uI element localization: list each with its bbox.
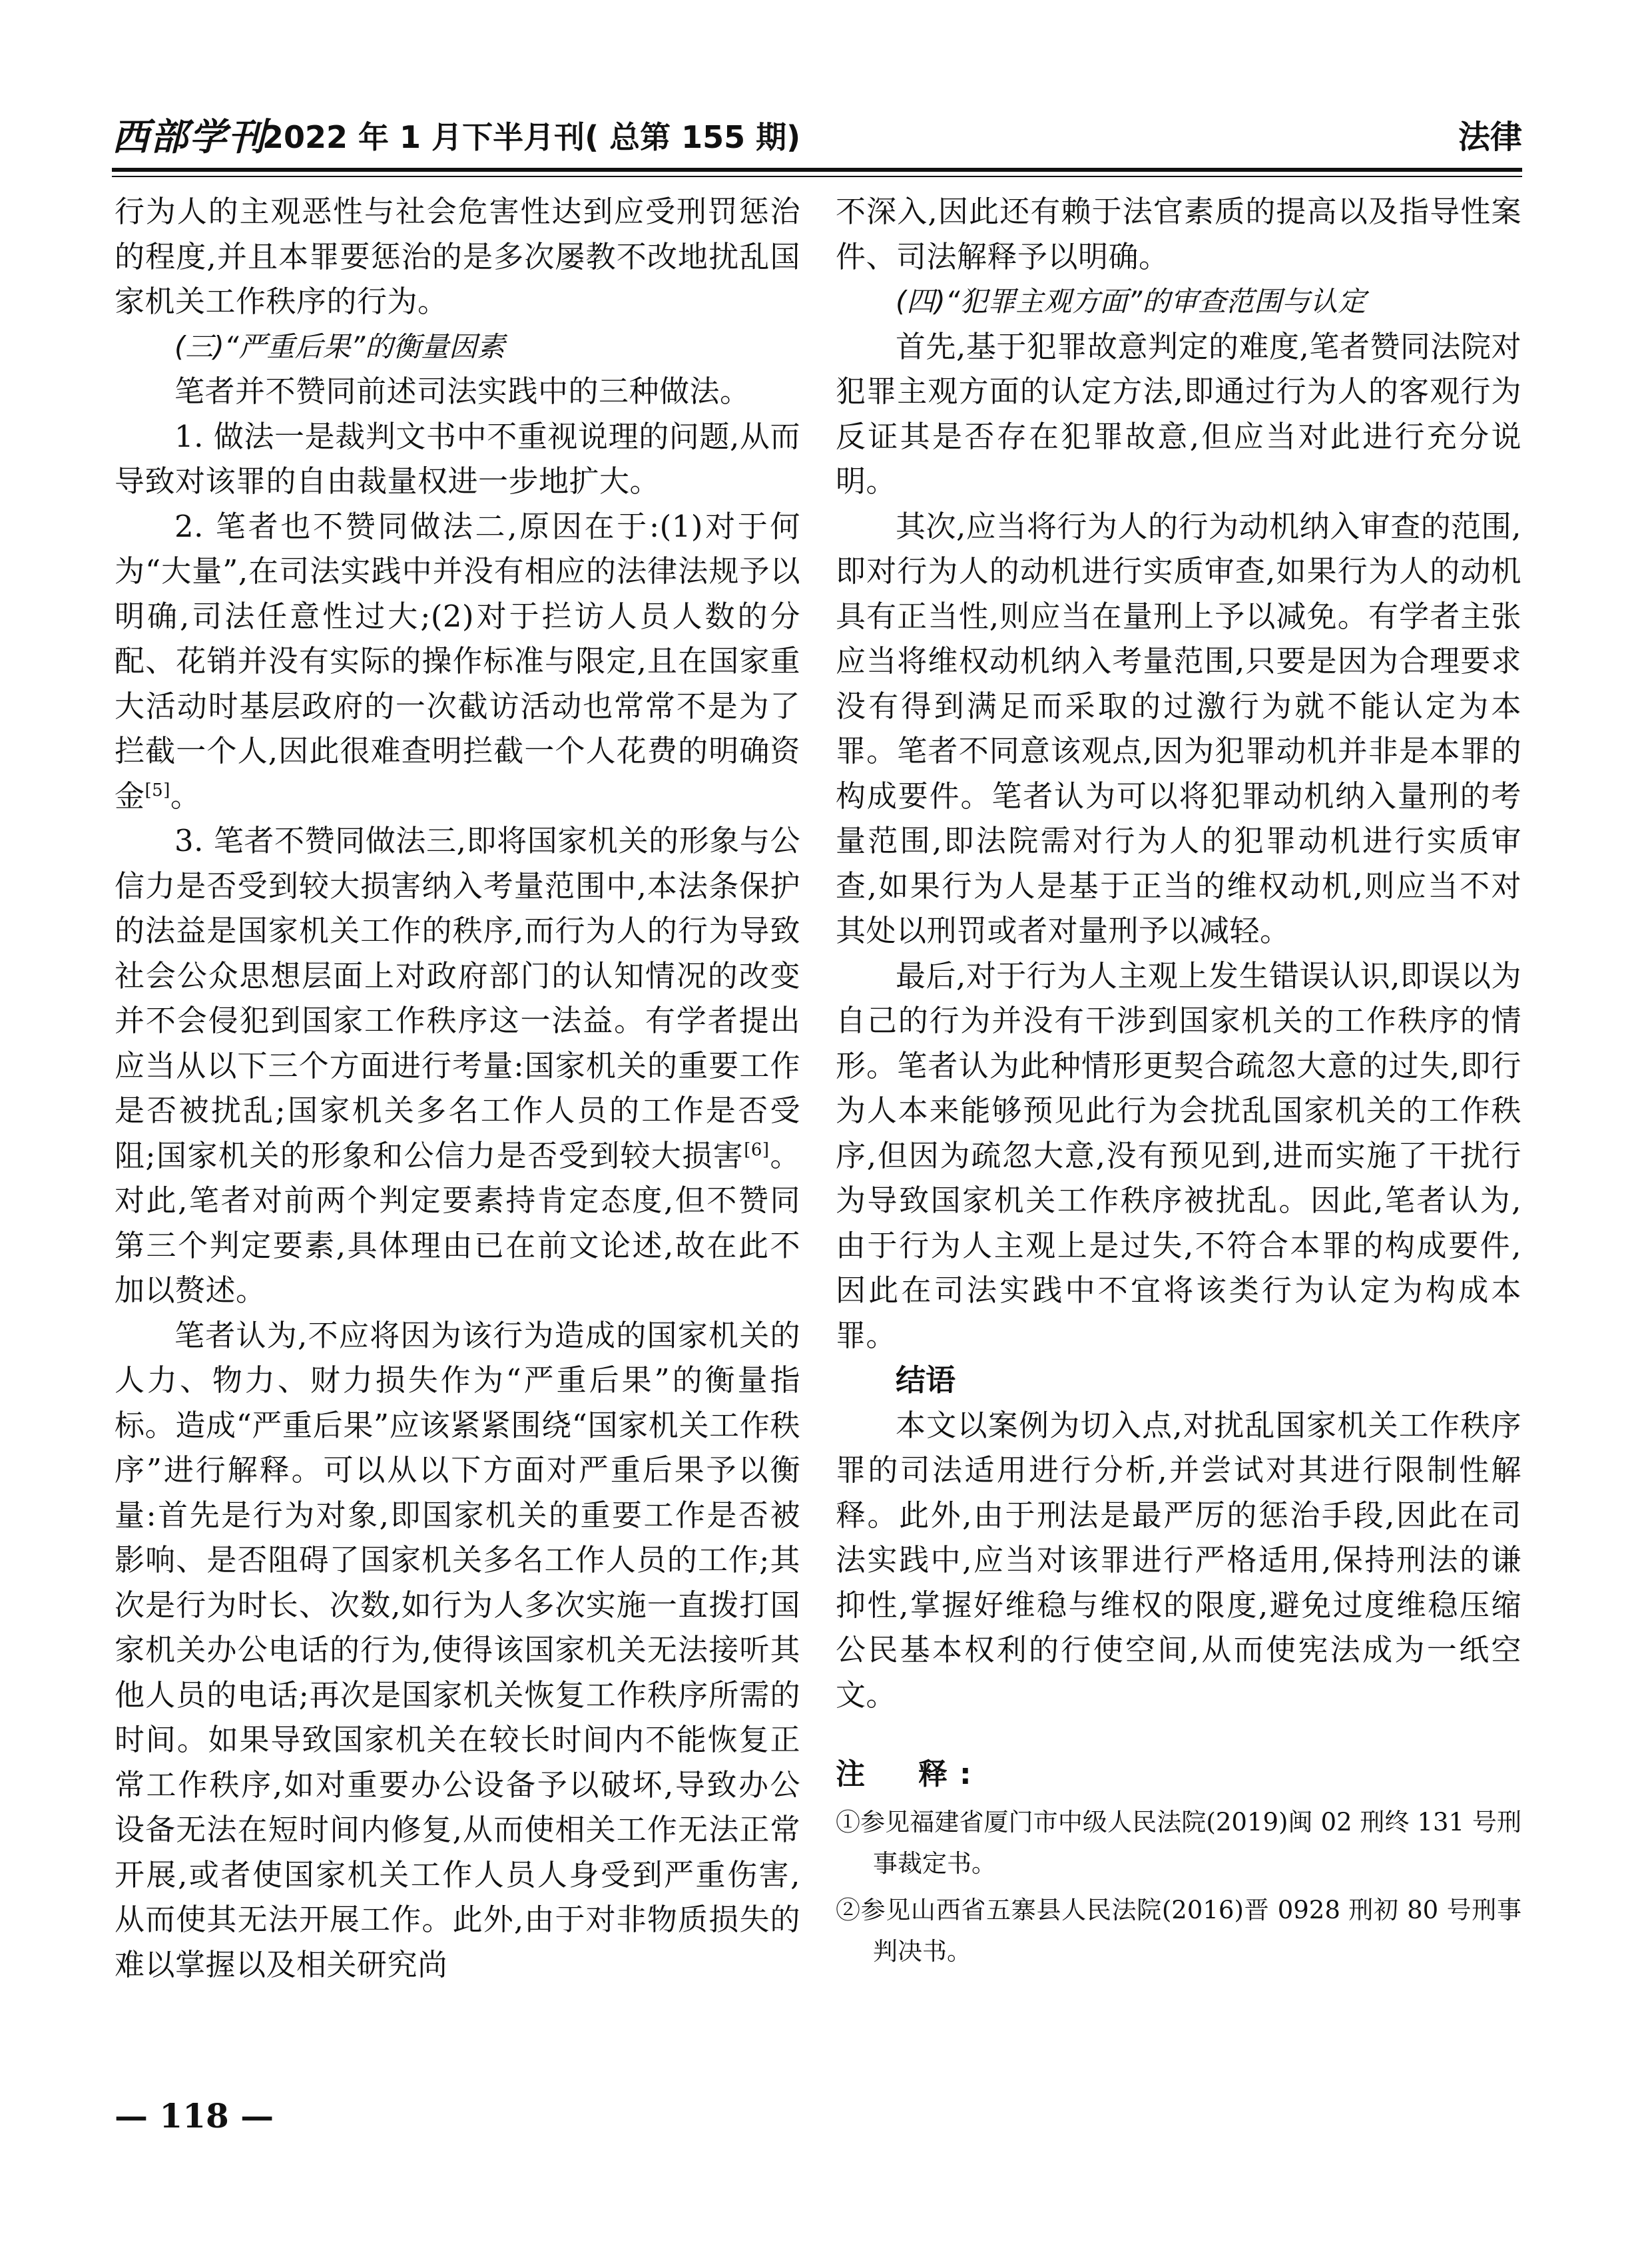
journal-brand: 西部学刊 [112,115,266,159]
citation-5: [5] [144,780,170,800]
left-paragraph-1: 行为人的主观恶性与社会危害性达到应受刑罚惩治的程度,并且本罪要惩治的是多次屡教不改地扰乱国家机关工作秩序的行为。 [115,194,800,319]
note-item: ①参见福建省厦门市中级人民法院(2019)闽 02 刑终 131 号刑事裁定书。 [836,1808,1521,1878]
conclusion-heading: 结语 [896,1362,956,1398]
issue-info: 2022 年 1 月下半月刊( 总第 155 期) [262,119,801,155]
right-paragraph-3: 其次,应当将行为人的行为动机纳入审查的范围,即对行为人的动机进行实质审查,如果行为人的动机具有正当性,则应当在量刑上予以减免。有学者主张应当将维权动机纳入考量范围,只要是因为合理要求没有得到满足而采取的过激行为就不能认定为本罪。笔者不同意该观点,因为犯罪动机并非是本罪的构成要件。笔者认为可以将犯罪动机纳入量刑的考量范围,即法院需对行为人的犯罪动机进行实质审查,如果行为人是基于正当的维权动机,则应当不对其处以刑罚或者对量刑予以减轻。 [836,508,1521,948]
left-paragraph-5 [115,818,800,1313]
subheading-3: (三)“严重后果”的衡量因素 [174,330,505,363]
left-paragraph-3: 1. 做法一是裁判文书中不重视说理的问题,从而导致对该罪的自由裁量权进一步地扩大。 [115,418,800,499]
header-rule-thin [112,176,1522,177]
citation-6: [6] [744,1139,770,1160]
notes-title: 注 释: [836,1757,983,1791]
header-rule-thick [112,168,1522,172]
left-paragraph-4 [115,504,800,819]
left-paragraph-5-end: 。对此,笔者对前两个判定要素持肯定态度,但不赞同第三个判定要素,具体理由已在前文论述,故在此不加以赘述。 [115,1137,800,1308]
left-paragraph-4-text: 2. 笔者也不赞同做法二,原因在于:(1)对于何为“大量”,在司法实践中并没有相应的法律法规予以明确,司法任意性过大;(2)对于拦访人员人数的分配、花销并没有实际的操作标准与限定,且在国家重大活动时基层政府的一次截访活动也常常不是为了拦截一个人,因此很难查明拦截一个人花费的明确资金 [115,508,800,814]
page-header [112,112,1522,168]
right-paragraph-1: 不深入,因此还有赖于法官素质的提高以及指导性案件、司法解释予以明确。 [836,194,1521,274]
right-paragraph-4: 最后,对于行为人主观上发生错误认识,即误以为自己的行为并没有干涉到国家机关的工作秩序的情形。笔者认为此种情形更契合疏忽大意的过失,即行为人本来能够预见此行为会扰乱国家机关的工作秩序,但因为疏忽大意,没有预见到,进而实施了干扰行为导致国家机关工作秩序被扰乱。因此,笔者认为,由于行为人主观上是过失,不符合本罪的构成要件,因此在司法实践中不宜将该类行为认定为构成本罪。 [836,958,1521,1353]
left-column [115,189,800,1987]
section-label: 法律 [1458,119,1522,156]
left-paragraph-2: 笔者并不赞同前述司法实践中的三种做法。 [174,374,750,409]
left-paragraph-4-end: 。 [170,778,201,814]
subheading-4: (四)“犯罪主观方面”的审查范围与认定 [896,285,1366,318]
right-column [836,189,1521,1972]
right-paragraph-2: 首先,基于犯罪故意判定的难度,笔者赞同法院对犯罪主观方面的认定方法,即通过行为人的客观行为反证其是否存在犯罪故意,但应当对此进行充分说明。 [836,328,1521,499]
right-paragraph-5: 本文以案例为切入点,对扰乱国家机关工作秩序罪的司法适用进行分析,并尝试对其进行限制性解释。此外,由于刑法是最严厉的惩治手段,因此在司法实践中,应当对该罪进行严格适用,保持刑法的谦抑性,掌握好维稳与维权的限度,避免过度维稳压缩公民基本权利的行使空间,从而使宪法成为一纸空文。 [836,1407,1521,1713]
page-number: — 118 — [115,2096,274,2135]
left-paragraph-5-text: 3. 笔者不赞同做法三,即将国家机关的形象与公信力是否受到较大损害纳入考量范围中,本法条保护的法益是国家机关工作的秩序,而行为人的行为导致社会公众思想层面上对政府部门的认知情况的改变并不会侵犯到国家工作秩序这一法益。有学者提出应当从以下三个方面进行考量:国家机关的重要工作是否被扰乱;国家机关多名工作人员的工作是否受阻;国家机关的形象和公信力是否受到较大损害 [115,823,800,1173]
note-item: ②参见山西省五寨县人民法院(2016)晋 0928 刑初 80 号刑事判决书。 [836,1896,1521,1966]
left-paragraph-6: 笔者认为,不应将因为该行为造成的国家机关的人力、物力、财力损失作为“严重后果”的衡量指标。造成“严重后果”应该紧紧围绕“国家机关工作秩序”进行解释。可以从以下方面对严重后果予以衡量:首先是行为对象,即国家机关的重要工作是否被影响、是否阻碍了国家机关多名工作人员的工作;其次是行为时长、次数,如行为人多次实施一直拨打国家机关办公电话的行为,使得该国家机关无法接听其他人员的电话;再次是国家机关恢复工作秩序所需的时间。如果导致国家机关在较长时间内不能恢复正常工作秩序,如对重要办公设备予以破坏,导致办公设备无法在短时间内修复,从而使相关工作无法正常开展,或者使国家机关工作人员人身受到严重伤害,从而使其无法开展工作。此外,由于对非物质损失的难以掌握以及相关研究尚 [115,1317,800,1982]
